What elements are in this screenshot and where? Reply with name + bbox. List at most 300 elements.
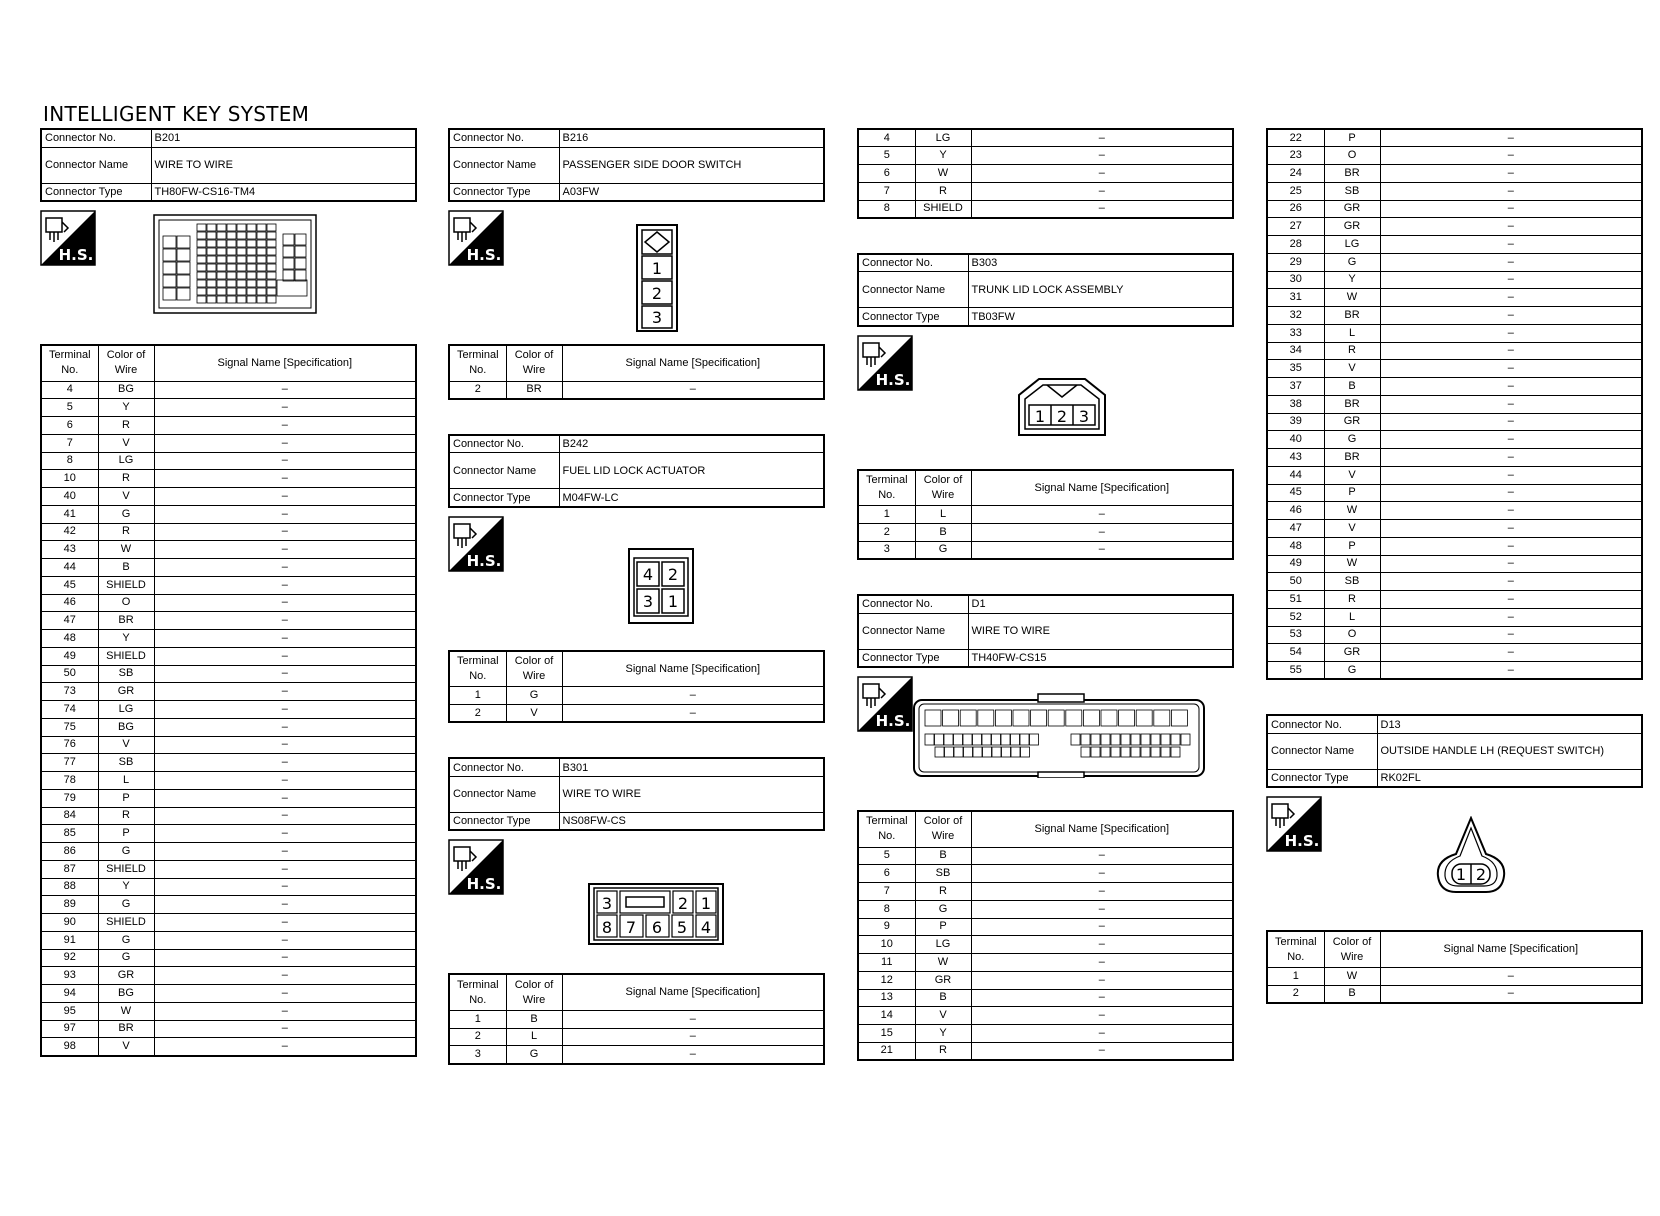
- connector-no-label: Connector No.: [1267, 715, 1377, 733]
- wire-color: W: [1324, 555, 1380, 573]
- signal-name: –: [1380, 147, 1642, 165]
- wire-color: R: [915, 1042, 971, 1060]
- wire-color: SHIELD: [98, 576, 154, 594]
- table-row: [449, 705, 824, 723]
- table-row: [858, 1042, 1233, 1060]
- table-row: [41, 754, 416, 772]
- table-row: [1267, 626, 1642, 644]
- pin-label: 1: [1455, 865, 1467, 885]
- signal-name: –: [154, 789, 416, 807]
- pin-label: 3: [642, 591, 654, 611]
- terminal-no: 55: [1267, 662, 1324, 680]
- wire-color: V: [915, 1007, 971, 1025]
- b201-terminal-table: [40, 344, 417, 1057]
- hs-icon-graphic: [448, 210, 504, 266]
- table-row: [858, 989, 1233, 1007]
- terminal-no: 47: [1267, 520, 1324, 538]
- terminal-no: 5: [858, 147, 915, 165]
- d1-terminal-table-continued: [1266, 128, 1643, 680]
- table-row: [449, 1046, 824, 1064]
- connector-b301: [448, 757, 825, 831]
- wire-color: BR: [1324, 449, 1380, 467]
- connector-type-label: Connector Type: [449, 489, 559, 507]
- terminal-table: [448, 344, 825, 400]
- table-row: [858, 865, 1233, 883]
- connector-name-row: [449, 776, 824, 812]
- harness-side-icon: [448, 210, 504, 266]
- terminal-no: 21: [858, 1042, 915, 1060]
- connector-name-label: Connector Name: [449, 776, 559, 812]
- signal-name: –: [1380, 165, 1642, 183]
- column-1: [40, 128, 417, 1057]
- table-row: [858, 506, 1233, 524]
- terminal-no: 22: [1267, 129, 1324, 147]
- table-row: [1267, 324, 1642, 342]
- signal-name: –: [154, 701, 416, 719]
- wire-color: SHIELD: [915, 200, 971, 218]
- table-row: [858, 147, 1233, 165]
- terminal-no: 23: [1267, 147, 1324, 165]
- terminal-no: 41: [41, 505, 98, 523]
- signal-name: –: [154, 612, 416, 630]
- wire-color: G: [98, 949, 154, 967]
- connector-type-row: [449, 183, 824, 201]
- table-row: [41, 594, 416, 612]
- wire-color: L: [1324, 608, 1380, 626]
- signal-name: –: [154, 541, 416, 559]
- table-row: [41, 825, 416, 843]
- pin-label: 5: [676, 918, 688, 938]
- terminal-header-row: [449, 974, 824, 1010]
- terminal-no: 2: [449, 705, 506, 723]
- hs-icon-graphic: [40, 210, 96, 266]
- signal-name: –: [1380, 253, 1642, 271]
- connector-name-row: [449, 147, 824, 183]
- b303-diagram-area: [857, 327, 1234, 469]
- connector-name-row: [858, 272, 1233, 308]
- terminal-no: 10: [858, 936, 915, 954]
- terminal-no: 1: [1267, 967, 1324, 985]
- terminal-table: [1266, 128, 1643, 680]
- column-3: [857, 128, 1234, 1061]
- terminal-no: 13: [858, 989, 915, 1007]
- wire-color: GR: [1324, 200, 1380, 218]
- terminal-no: 11: [858, 954, 915, 972]
- signal-name: –: [1380, 573, 1642, 591]
- terminal-no: 14: [858, 1007, 915, 1025]
- table-row: [858, 182, 1233, 200]
- terminal-no: 2: [858, 524, 915, 542]
- terminal-no: 77: [41, 754, 98, 772]
- d1-terminal-table: [857, 810, 1234, 1061]
- signal-name: –: [971, 1042, 1233, 1060]
- terminal-table: [448, 650, 825, 724]
- terminal-no: 90: [41, 914, 98, 932]
- wire-color: LG: [1324, 236, 1380, 254]
- connector-no-row: [449, 129, 824, 147]
- connector-type-row: [449, 489, 824, 507]
- signal-name: –: [1380, 644, 1642, 662]
- terminal-no: 30: [1267, 271, 1324, 289]
- connector-type-label: Connector Type: [449, 183, 559, 201]
- wire-color: W: [1324, 289, 1380, 307]
- connector-no-row: [858, 595, 1233, 613]
- signal-name: –: [971, 847, 1233, 865]
- terminal-no: 48: [41, 630, 98, 648]
- connector-no-row: [858, 254, 1233, 272]
- wire-color: SB: [915, 865, 971, 883]
- signal-name: –: [1380, 626, 1642, 644]
- table-row: [1267, 271, 1642, 289]
- table-row: [1267, 555, 1642, 573]
- wire-color: SB: [1324, 182, 1380, 200]
- signal-name: –: [1380, 608, 1642, 626]
- table-row: [41, 452, 416, 470]
- d13-terminal-table: [1266, 930, 1643, 1004]
- wire-color: V: [506, 705, 562, 723]
- wire-color: P: [1324, 537, 1380, 555]
- wire-color: LG: [98, 452, 154, 470]
- table-row: [858, 954, 1233, 972]
- signal-name: –: [154, 1038, 416, 1056]
- connector-b303: [857, 253, 1234, 327]
- table-row: [1267, 307, 1642, 325]
- d13-connector-face-icon: [1434, 816, 1508, 894]
- signal-name: –: [154, 967, 416, 985]
- wire-color: G: [506, 687, 562, 705]
- terminal-no: 5: [858, 847, 915, 865]
- wire-color: R: [98, 417, 154, 435]
- terminal-header-row: [858, 811, 1233, 847]
- wire-color: W: [915, 954, 971, 972]
- signal-name: –: [1380, 307, 1642, 325]
- wire-color: B: [915, 847, 971, 865]
- wire-color: R: [98, 807, 154, 825]
- connector-b216: [448, 128, 825, 202]
- wire-color: G: [1324, 431, 1380, 449]
- terminal-no: 34: [1267, 342, 1324, 360]
- connector-type-label: Connector Type: [858, 308, 968, 326]
- terminal-no: 5: [41, 399, 98, 417]
- signal-name: –: [1380, 360, 1642, 378]
- signal-name-header: Signal Name [Specification]: [1380, 931, 1642, 967]
- signal-name: –: [971, 918, 1233, 936]
- table-row: [1267, 608, 1642, 626]
- wire-color: W: [98, 1002, 154, 1020]
- connector-no-value: B216: [559, 129, 824, 147]
- table-row: [1267, 537, 1642, 555]
- wire-color: R: [915, 883, 971, 901]
- wire-color: Y: [1324, 271, 1380, 289]
- signal-name-header: Signal Name [Specification]: [562, 974, 824, 1010]
- harness-side-icon: [857, 676, 913, 732]
- terminal-no: 38: [1267, 395, 1324, 413]
- pin-label: 2: [1475, 865, 1487, 885]
- table-row: [1267, 502, 1642, 520]
- terminal-no: 35: [1267, 360, 1324, 378]
- terminal-no: 86: [41, 843, 98, 861]
- table-row: [41, 914, 416, 932]
- terminal-no: 52: [1267, 608, 1324, 626]
- signal-name: –: [154, 843, 416, 861]
- terminal-no-header: Terminal No.: [449, 651, 506, 687]
- terminal-no-header: Terminal No.: [449, 974, 506, 1010]
- wire-color: G: [1324, 662, 1380, 680]
- terminal-no: 12: [858, 971, 915, 989]
- table-row: [1267, 395, 1642, 413]
- page-title: INTELLIGENT KEY SYSTEM: [43, 102, 310, 126]
- b242-diagram-area: [448, 508, 825, 650]
- connector-b242: [448, 434, 825, 508]
- connector-type-label: Connector Type: [41, 183, 151, 201]
- connector-no-value: D1: [968, 595, 1233, 613]
- table-row: [41, 399, 416, 417]
- table-row: [1267, 644, 1642, 662]
- terminal-no: 45: [1267, 484, 1324, 502]
- table-row: [1267, 360, 1642, 378]
- wire-color-header: Color of Wire: [506, 974, 562, 1010]
- signal-name: –: [1380, 537, 1642, 555]
- wire-color: BR: [1324, 165, 1380, 183]
- signal-name: –: [971, 954, 1233, 972]
- wire-color: SB: [1324, 573, 1380, 591]
- connector-type-label: Connector Type: [858, 649, 968, 667]
- table-row: [1267, 591, 1642, 609]
- terminal-no: 89: [41, 896, 98, 914]
- terminal-no: 42: [41, 523, 98, 541]
- signal-name: –: [154, 647, 416, 665]
- terminal-no: 51: [1267, 591, 1324, 609]
- signal-name: –: [154, 417, 416, 435]
- terminal-no: 6: [858, 865, 915, 883]
- terminal-no: 9: [858, 918, 915, 936]
- connector-name-label: Connector Name: [1267, 733, 1377, 769]
- connector-name-value: WIRE TO WIRE: [151, 147, 416, 183]
- table-row: [41, 683, 416, 701]
- terminal-table: [857, 469, 1234, 560]
- signal-name: –: [154, 985, 416, 1003]
- terminal-no: 76: [41, 736, 98, 754]
- terminal-no: 88: [41, 878, 98, 896]
- table-row: [41, 967, 416, 985]
- pin-label: 1: [651, 259, 663, 278]
- pin-label: 8: [601, 918, 613, 938]
- wire-color: V: [98, 736, 154, 754]
- wire-color: GR: [1324, 413, 1380, 431]
- table-row: [41, 541, 416, 559]
- connector-no-label: Connector No.: [449, 758, 559, 776]
- signal-name: –: [1380, 967, 1642, 985]
- connector-no-value: D13: [1377, 715, 1642, 733]
- terminal-no: 85: [41, 825, 98, 843]
- connector-d13: [1266, 714, 1643, 788]
- b216-diagram-area: [448, 202, 825, 344]
- connector-b201: [40, 128, 417, 202]
- wire-color: GR: [1324, 218, 1380, 236]
- wire-color: P: [915, 918, 971, 936]
- wire-color-header: Color of Wire: [1324, 931, 1380, 967]
- table-row: [449, 1028, 824, 1046]
- connector-type-row: [858, 308, 1233, 326]
- table-row: [858, 129, 1233, 147]
- signal-name: –: [1380, 413, 1642, 431]
- terminal-no: 97: [41, 1020, 98, 1038]
- connector-no-label: Connector No.: [449, 129, 559, 147]
- table-row: [858, 936, 1233, 954]
- wire-color: G: [98, 931, 154, 949]
- table-row: [41, 470, 416, 488]
- table-row: [1267, 967, 1642, 985]
- terminal-no: 49: [41, 647, 98, 665]
- table-row: [858, 971, 1233, 989]
- wire-color: BR: [98, 612, 154, 630]
- wire-color: Y: [915, 1025, 971, 1043]
- signal-name: –: [971, 900, 1233, 918]
- table-row: [1267, 342, 1642, 360]
- connector-type-value: TH80FW-CS16-TM4: [151, 183, 416, 201]
- signal-name-header: Signal Name [Specification]: [971, 811, 1233, 847]
- table-row: [41, 896, 416, 914]
- wire-color: GR: [98, 683, 154, 701]
- connector-no-row: [41, 129, 416, 147]
- signal-name: –: [1380, 182, 1642, 200]
- wire-color: G: [506, 1046, 562, 1064]
- wire-color: P: [98, 825, 154, 843]
- terminal-no: 79: [41, 789, 98, 807]
- signal-name: –: [154, 665, 416, 683]
- connector-name-label: Connector Name: [858, 272, 968, 308]
- terminal-header-row: [449, 345, 824, 381]
- hs-icon-graphic: [857, 676, 913, 732]
- table-row: [41, 772, 416, 790]
- terminal-no: 2: [449, 1028, 506, 1046]
- terminal-no: 39: [1267, 413, 1324, 431]
- table-row: [41, 843, 416, 861]
- terminal-no-header: Terminal No.: [1267, 931, 1324, 967]
- table-row: [1267, 289, 1642, 307]
- terminal-no: 8: [858, 200, 915, 218]
- signal-name: –: [154, 1020, 416, 1038]
- signal-name: –: [154, 896, 416, 914]
- signal-name: –: [1380, 431, 1642, 449]
- terminal-header-row: [41, 345, 416, 381]
- terminal-no-header: Terminal No.: [858, 811, 915, 847]
- d1-connector-face-icon: [913, 690, 1205, 778]
- table-row: [41, 985, 416, 1003]
- connector-no-row: [449, 758, 824, 776]
- connector-name-value: WIRE TO WIRE: [968, 613, 1233, 649]
- table-row: [41, 1038, 416, 1056]
- terminal-no: 29: [1267, 253, 1324, 271]
- wire-color: BR: [1324, 307, 1380, 325]
- terminal-no: 47: [41, 612, 98, 630]
- terminal-no: 73: [41, 683, 98, 701]
- signal-name: –: [1380, 200, 1642, 218]
- wire-color: B: [1324, 985, 1380, 1003]
- signal-name: –: [971, 541, 1233, 559]
- hs-label: H.S.: [875, 712, 911, 730]
- terminal-no: 33: [1267, 324, 1324, 342]
- terminal-no: 1: [449, 687, 506, 705]
- wire-color: P: [98, 789, 154, 807]
- terminal-no: 8: [858, 900, 915, 918]
- connector-name-value: WIRE TO WIRE: [559, 776, 824, 812]
- wire-color: B: [506, 1010, 562, 1028]
- connector-no-label: Connector No.: [449, 435, 559, 453]
- table-row: [41, 612, 416, 630]
- signal-name: –: [1380, 395, 1642, 413]
- terminal-no: 4: [858, 129, 915, 147]
- terminal-no: 44: [41, 559, 98, 577]
- wire-color-header: Color of Wire: [915, 470, 971, 506]
- hs-label: H.S.: [58, 246, 94, 264]
- wire-color: G: [98, 505, 154, 523]
- wire-color: R: [915, 182, 971, 200]
- wire-color: V: [98, 488, 154, 506]
- terminal-no: 2: [1267, 985, 1324, 1003]
- signal-name: –: [1380, 289, 1642, 307]
- terminal-no: 54: [1267, 644, 1324, 662]
- connector-type-row: [41, 183, 416, 201]
- wire-color: BG: [98, 985, 154, 1003]
- wire-color: L: [915, 506, 971, 524]
- wire-color: V: [1324, 466, 1380, 484]
- wire-color: BG: [98, 381, 154, 399]
- table-row: [41, 576, 416, 594]
- terminal-no: 49: [1267, 555, 1324, 573]
- wire-color: G: [915, 541, 971, 559]
- terminal-header-row: [449, 651, 824, 687]
- terminal-no: 32: [1267, 307, 1324, 325]
- wire-color: SHIELD: [98, 647, 154, 665]
- connector-name-label: Connector Name: [858, 613, 968, 649]
- table-row: [1267, 484, 1642, 502]
- b301-terminal-table-continued: [857, 128, 1234, 219]
- terminal-no: 40: [41, 488, 98, 506]
- wire-color: O: [1324, 147, 1380, 165]
- signal-name: –: [562, 705, 824, 723]
- connector-name-value: TRUNK LID LOCK ASSEMBLY: [968, 272, 1233, 308]
- signal-name: –: [1380, 484, 1642, 502]
- b242-terminal-table: [448, 650, 825, 724]
- terminal-header-row: [1267, 931, 1642, 967]
- terminal-no: 2: [449, 381, 506, 399]
- terminal-no: 94: [41, 985, 98, 1003]
- table-row: [41, 559, 416, 577]
- terminal-no-header: Terminal No.: [41, 345, 98, 381]
- wire-color: LG: [915, 936, 971, 954]
- signal-name: –: [971, 936, 1233, 954]
- terminal-no: 48: [1267, 537, 1324, 555]
- wire-color: BG: [98, 718, 154, 736]
- table-row: [41, 789, 416, 807]
- wire-color-header: Color of Wire: [506, 345, 562, 381]
- table-row: [41, 931, 416, 949]
- table-row: [1267, 413, 1642, 431]
- wire-color-header: Color of Wire: [98, 345, 154, 381]
- signal-name-header: Signal Name [Specification]: [971, 470, 1233, 506]
- wire-color: G: [915, 900, 971, 918]
- terminal-no: 4: [41, 381, 98, 399]
- wire-color: R: [98, 523, 154, 541]
- signal-name: –: [154, 914, 416, 932]
- terminal-no: 87: [41, 860, 98, 878]
- harness-side-icon: [448, 516, 504, 572]
- terminal-no: 28: [1267, 236, 1324, 254]
- wire-color: BR: [506, 381, 562, 399]
- wire-color: BR: [98, 1020, 154, 1038]
- signal-name: –: [971, 524, 1233, 542]
